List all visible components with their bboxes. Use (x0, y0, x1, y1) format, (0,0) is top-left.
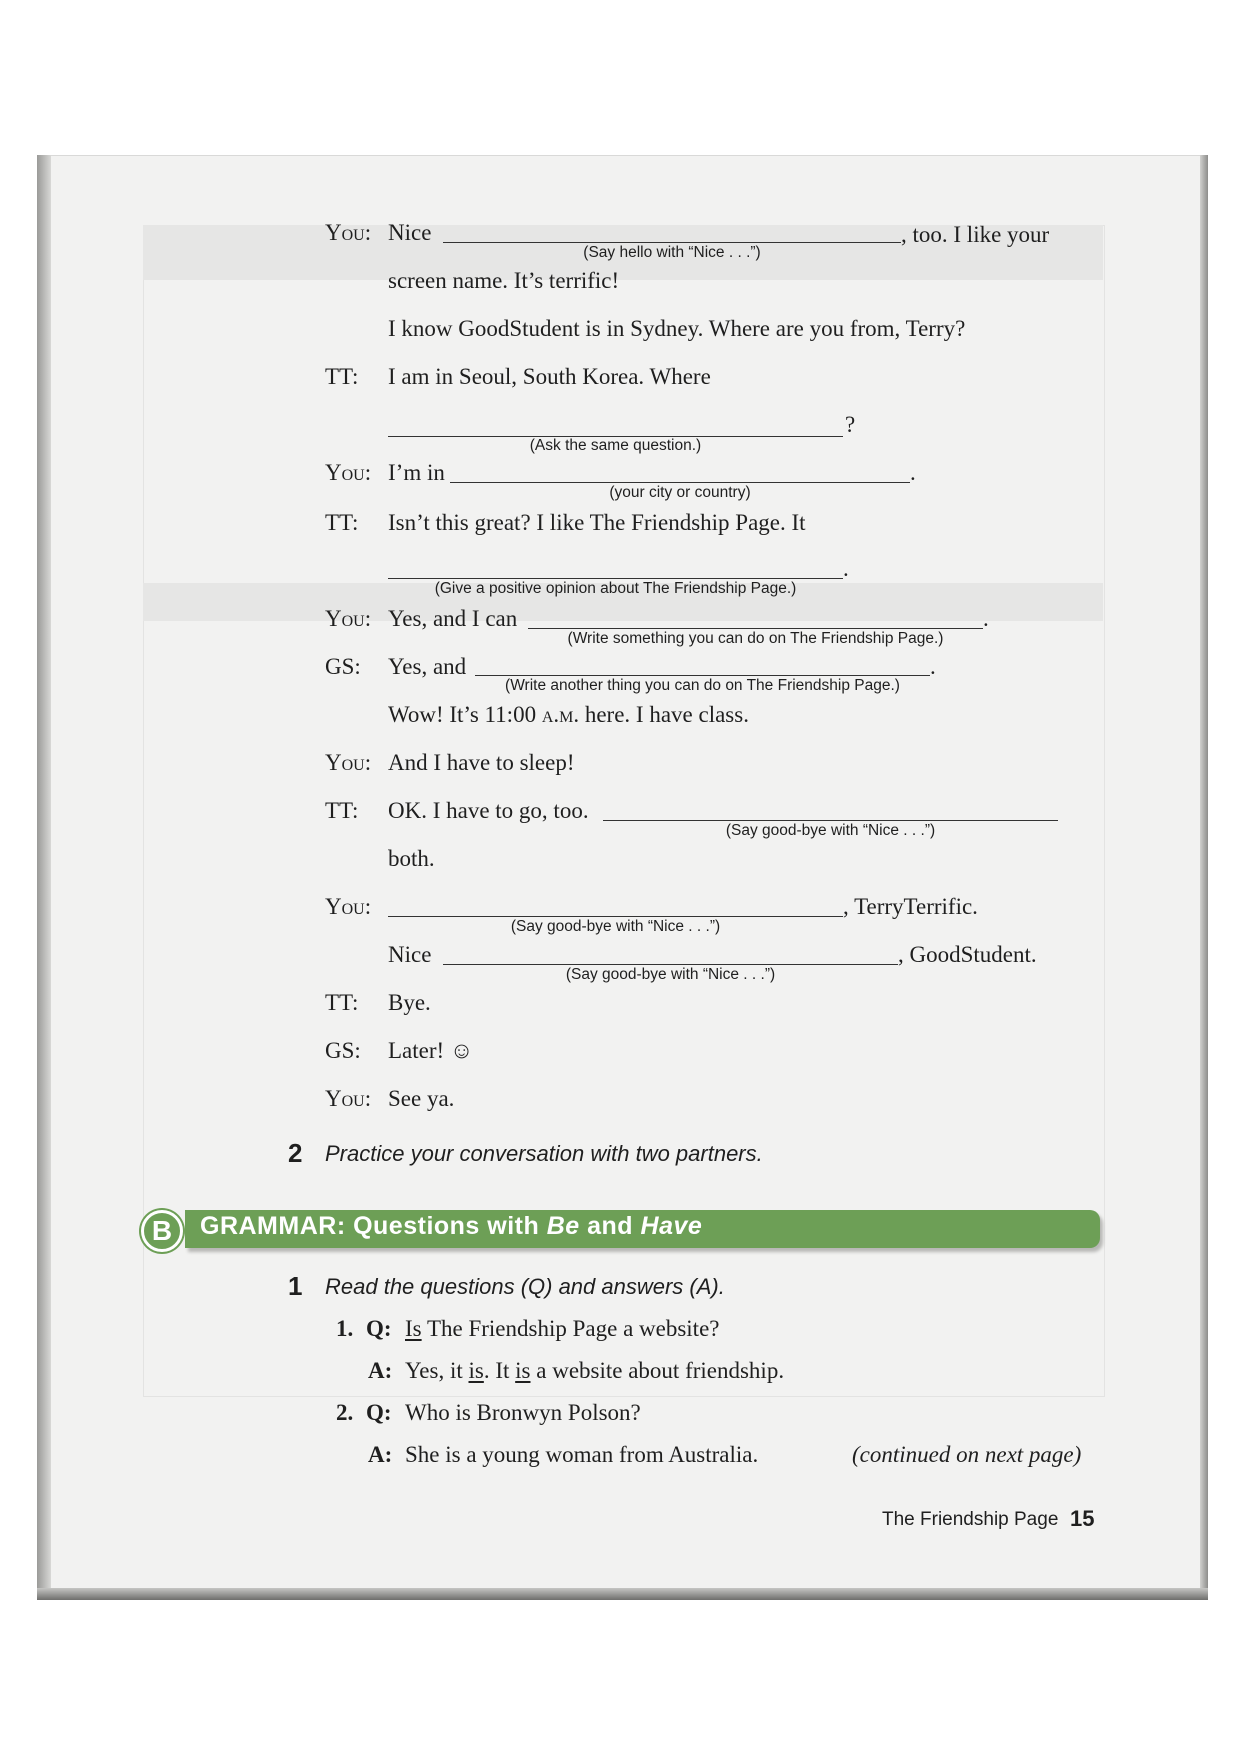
speaker-you: You: (325, 894, 372, 919)
answer-blank[interactable] (528, 628, 983, 629)
page-number: 15 (1070, 1506, 1095, 1531)
line-text: Isn’t this great? I like The Friendship Page. It (388, 510, 806, 535)
page-right-edge (1200, 155, 1208, 1600)
blank-hint: (Write another thing you can do on The Friendship Page.) (505, 677, 900, 694)
question-number: 1. (336, 1316, 354, 1341)
speaker-you: You: (325, 1086, 372, 1111)
answer-blank[interactable] (450, 482, 910, 483)
blank-hint: (Say good-bye with “Nice . . .”) (565, 966, 776, 983)
question-text: Who is Bronwyn Polson? (405, 1400, 641, 1425)
answer-text: Yes, it is. It is a website about friendship. (405, 1358, 785, 1383)
line-text: See ya. (388, 1086, 455, 1111)
line-text: both. (388, 846, 435, 871)
question-label: Q: (366, 1316, 392, 1341)
line-text: Yes, and (388, 654, 467, 679)
running-footer-title: The Friendship Page (882, 1509, 1059, 1530)
line-text: And I have to sleep! (388, 750, 575, 775)
question-number: 2. (336, 1400, 354, 1425)
speaker-you: You: (325, 750, 372, 775)
punctuation: . (983, 606, 989, 631)
answer-blank[interactable] (388, 578, 843, 579)
line-text: I am in Seoul, South Korea. Where (388, 364, 711, 389)
line-text: , GoodStudent. (898, 942, 1037, 967)
speaker-you: You: (325, 220, 372, 245)
line-text: I’m in (388, 460, 445, 485)
blank-hint: (your city or country) (609, 484, 751, 501)
line-text: screen name. It’s terrific! (388, 268, 620, 293)
line-text: Nice (388, 942, 432, 967)
speaker-you: You: (325, 606, 372, 631)
answer-blank[interactable] (443, 242, 901, 243)
blank-hint: (Say good-bye with “Nice . . .”) (510, 918, 721, 935)
exercise-number: 1 (288, 1271, 303, 1301)
speaker-gs: GS: (325, 654, 361, 679)
answer-label: A: (368, 1358, 393, 1383)
page-bottom-edge (37, 1588, 1208, 1600)
line-text: Wow! It’s 11:00 a.m. here. I have class. (388, 702, 749, 727)
speaker-gs: GS: (325, 1038, 361, 1063)
blank-hint: (Say hello with “Nice . . .”) (583, 244, 761, 261)
punctuation: . (843, 556, 849, 581)
line-text: Bye. (388, 990, 431, 1015)
line-text: Later! ☺ (388, 1038, 474, 1063)
blank-hint: (Say good-bye with “Nice . . .”) (725, 822, 936, 839)
page-binding-shadow (37, 155, 51, 1600)
line-text: Yes, and I can (388, 606, 518, 631)
speaker-tt: TT: (325, 510, 359, 535)
punctuation: . (910, 460, 916, 485)
line-text: Nice (388, 220, 432, 245)
blank-hint: (Write something you can do on The Friendship Page.) (567, 630, 944, 647)
blank-hint: (Give a positive opinion about The Friendship Page.) (434, 580, 797, 597)
speaker-tt: TT: (325, 364, 359, 389)
punctuation: ? (845, 412, 856, 437)
answer-blank[interactable] (388, 916, 843, 917)
punctuation: . (930, 654, 936, 679)
answer-blank[interactable] (475, 675, 930, 676)
section-badge: B (141, 1210, 183, 1252)
question-label: Q: (366, 1400, 392, 1425)
exercise-instruction: Read the questions (Q) and answers (A). (325, 1274, 725, 1299)
line-text: OK. I have to go, too. (388, 798, 589, 823)
line-text: , TerryTerrific. (843, 894, 978, 919)
line-text: I know GoodStudent is in Sydney. Where are you from, Terry? (388, 316, 966, 341)
exercise-number: 2 (288, 1138, 303, 1168)
exercise-instruction: Practice your conversation with two partners. (325, 1141, 763, 1166)
speaker-tt: TT: (325, 990, 359, 1015)
continued-note: (continued on next page) (852, 1442, 1082, 1467)
speaker-you: You: (325, 460, 372, 485)
line-text: , too. I like your (901, 222, 1050, 247)
speaker-tt: TT: (325, 798, 359, 823)
answer-text: She is a young woman from Australia. (405, 1442, 759, 1467)
section-title: GRAMMAR: Questions with Be and Have (200, 1212, 703, 1240)
blank-hint: (Ask the same question.) (529, 437, 702, 454)
question-text: Is The Friendship Page a website? (405, 1316, 720, 1341)
answer-label: A: (368, 1442, 393, 1467)
answer-blank[interactable] (603, 820, 1058, 821)
answer-blank[interactable] (443, 964, 898, 965)
